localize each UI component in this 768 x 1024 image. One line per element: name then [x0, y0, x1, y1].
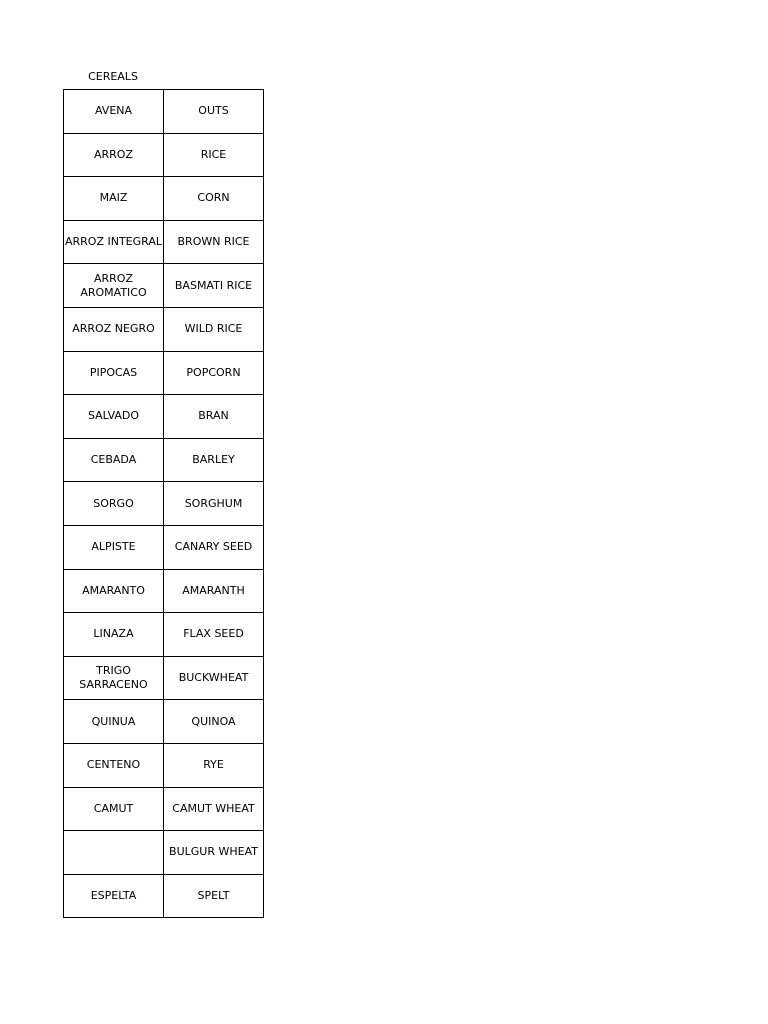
- english-cell: CANARY SEED: [164, 525, 264, 569]
- english-cell: OUTS: [164, 90, 264, 134]
- spanish-cell: SALVADO: [64, 395, 164, 439]
- table-row: [64, 90, 264, 134]
- spanish-cell: AVENA: [64, 90, 164, 134]
- english-cell: SORGHUM: [164, 482, 264, 526]
- spanish-cell: ARROZ INTEGRAL: [64, 220, 164, 264]
- table-row: [64, 351, 264, 395]
- spanish-cell: CAMUT: [64, 787, 164, 831]
- english-cell: WILD RICE: [164, 307, 264, 351]
- english-cell: BULGUR WHEAT: [164, 831, 264, 875]
- table-row: [64, 220, 264, 264]
- table-row: [64, 177, 264, 221]
- english-cell: SPELT: [164, 874, 264, 918]
- table-row: [64, 438, 264, 482]
- english-cell: AMARANTH: [164, 569, 264, 613]
- english-cell: RICE: [164, 133, 264, 177]
- spanish-cell: CENTENO: [64, 743, 164, 787]
- spanish-cell: LINAZA: [64, 613, 164, 657]
- spanish-cell: SORGO: [64, 482, 164, 526]
- table-row: [64, 307, 264, 351]
- table-row: [64, 874, 264, 918]
- english-cell: BASMATI RICE: [164, 264, 264, 308]
- cereals-table: [63, 89, 264, 918]
- english-cell: QUINOA: [164, 700, 264, 744]
- english-cell: CORN: [164, 177, 264, 221]
- spanish-cell: [64, 831, 164, 875]
- spanish-cell: ALPISTE: [64, 525, 164, 569]
- table-row: [64, 831, 264, 875]
- spanish-cell: CEBADA: [64, 438, 164, 482]
- spanish-cell: ESPELTA: [64, 874, 164, 918]
- spanish-cell: ARROZ: [64, 133, 164, 177]
- spanish-cell: QUINUA: [64, 700, 164, 744]
- spanish-cell: PIPOCAS: [64, 351, 164, 395]
- spanish-cell: TRIGO SARRACENO: [64, 656, 164, 700]
- english-cell: CAMUT WHEAT: [164, 787, 264, 831]
- english-cell: RYE: [164, 743, 264, 787]
- table-row: [64, 743, 264, 787]
- table-row: [64, 613, 264, 657]
- table-row: [64, 482, 264, 526]
- english-cell: BRAN: [164, 395, 264, 439]
- english-cell: FLAX SEED: [164, 613, 264, 657]
- table-row: [64, 700, 264, 744]
- table-row: [64, 395, 264, 439]
- english-cell: BARLEY: [164, 438, 264, 482]
- english-cell: POPCORN: [164, 351, 264, 395]
- table-title: CEREALS: [88, 70, 138, 83]
- english-cell: BROWN RICE: [164, 220, 264, 264]
- table-row: [64, 656, 264, 700]
- english-cell: BUCKWHEAT: [164, 656, 264, 700]
- table-row: [64, 525, 264, 569]
- table-row: [64, 133, 264, 177]
- spanish-cell: AMARANTO: [64, 569, 164, 613]
- spanish-cell: ARROZ AROMATICO: [64, 264, 164, 308]
- table-row: [64, 787, 264, 831]
- table-row: [64, 264, 264, 308]
- spanish-cell: MAIZ: [64, 177, 164, 221]
- spanish-cell: ARROZ NEGRO: [64, 307, 164, 351]
- table-row: [64, 569, 264, 613]
